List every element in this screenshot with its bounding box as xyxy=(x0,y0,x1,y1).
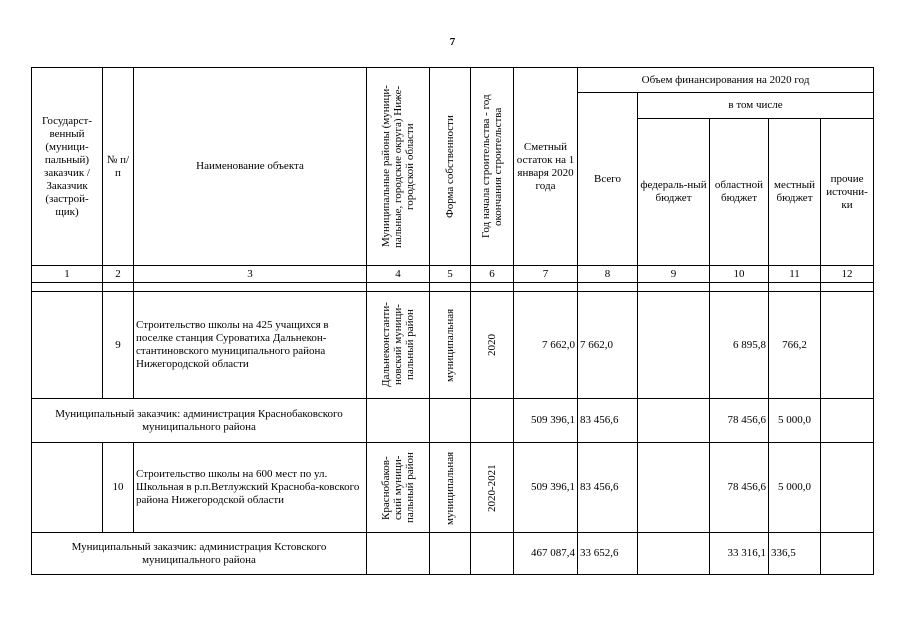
column-number: 5 xyxy=(430,266,471,283)
ownership-cell: муниципальная xyxy=(430,292,471,399)
header-including: в том числе xyxy=(638,93,874,119)
header-num: № п/п xyxy=(103,68,134,266)
column-number: 3 xyxy=(134,266,367,283)
column-number-row xyxy=(32,266,874,283)
total-value: 7 662,0 xyxy=(578,292,638,399)
header-regional: областной бюджет xyxy=(710,119,769,266)
other-value xyxy=(821,292,874,399)
district-cell: Краснобаков-ский муници-пальный район xyxy=(367,443,430,533)
estimate-value: 509 396,1 xyxy=(514,399,578,443)
header-ownership: Форма собственности xyxy=(430,68,471,266)
customer-cell xyxy=(32,292,103,399)
total-value: 33 652,6 xyxy=(578,533,638,575)
estimate-value: 509 396,1 xyxy=(514,443,578,533)
customer-subtotal-row xyxy=(32,533,874,575)
object-name: Строительство школы на 425 учащихся в поселке станция Суроватиха Дальнекон-стантиновского муниципального района Нижегородской области xyxy=(134,292,367,399)
years-cell: 2020 xyxy=(471,292,514,399)
header-local: местный бюджет xyxy=(769,119,821,266)
column-number: 4 xyxy=(367,266,430,283)
column-number: 11 xyxy=(769,266,821,283)
header-funding-group: Объем финансирования на 2020 год xyxy=(578,68,874,93)
estimate-value: 7 662,0 xyxy=(514,292,578,399)
header-customer: Государст-венный (муници-пальный) заказчик / Заказчик (застрой-щик) xyxy=(32,68,103,266)
column-number: 12 xyxy=(821,266,874,283)
regional-value: 6 895,8 xyxy=(710,292,769,399)
header-total: Всего xyxy=(578,93,638,266)
header-districts: Муниципальные районы (муници-пальные, городские округа) Ниже-городской области xyxy=(367,68,430,266)
total-value: 83 456,6 xyxy=(578,443,638,533)
regional-value: 33 316,1 xyxy=(710,533,769,575)
column-number: 1 xyxy=(32,266,103,283)
regional-value: 78 456,6 xyxy=(710,399,769,443)
total-value: 83 456,6 xyxy=(578,399,638,443)
row-number: 9 xyxy=(103,292,134,399)
other-value xyxy=(821,443,874,533)
customer-label: Муниципальный заказчик: администрация Краснобаковского муниципального района xyxy=(32,399,367,443)
header-row-1 xyxy=(32,68,874,93)
spacer-row xyxy=(32,283,874,292)
column-number: 9 xyxy=(638,266,710,283)
estimate-value: 467 087,4 xyxy=(514,533,578,575)
table-row xyxy=(32,292,874,399)
ownership-cell: муниципальная xyxy=(430,443,471,533)
column-number: 7 xyxy=(514,266,578,283)
page-number: 7 xyxy=(449,36,456,48)
customer-label: Муниципальный заказчик: администрация Кстовского муниципального района xyxy=(32,533,367,575)
local-value: 766,2 xyxy=(769,292,821,399)
column-number: 2 xyxy=(103,266,134,283)
customer-subtotal-row xyxy=(32,399,874,443)
federal-value xyxy=(638,443,710,533)
column-number: 6 xyxy=(471,266,514,283)
local-value: 336,5 xyxy=(769,533,821,575)
object-name: Строительство школы на 600 мест по ул. Школьная в р.п.Ветлужский Красноба-ковского района Нижегородской области xyxy=(134,443,367,533)
table-row xyxy=(32,443,874,533)
customer-cell xyxy=(32,443,103,533)
row-number: 10 xyxy=(103,443,134,533)
federal-value xyxy=(638,292,710,399)
regional-value: 78 456,6 xyxy=(710,443,769,533)
district-cell: Дальнеконстанти-новский муници-пальный район xyxy=(367,292,430,399)
header-estimate: Сметный остаток на 1 января 2020 года xyxy=(514,68,578,266)
financing-table xyxy=(31,67,874,575)
header-federal: федераль-ный бюджет xyxy=(638,119,710,266)
column-number: 10 xyxy=(710,266,769,283)
years-cell: 2020-2021 xyxy=(471,443,514,533)
header-object-name: Наименование объекта xyxy=(134,68,367,266)
header-years: Год начала строительства - год окончания строительства xyxy=(471,68,514,266)
column-number: 8 xyxy=(578,266,638,283)
local-value: 5 000,0 xyxy=(769,399,821,443)
header-other: прочие источни-ки xyxy=(821,119,874,266)
local-value: 5 000,0 xyxy=(769,443,821,533)
